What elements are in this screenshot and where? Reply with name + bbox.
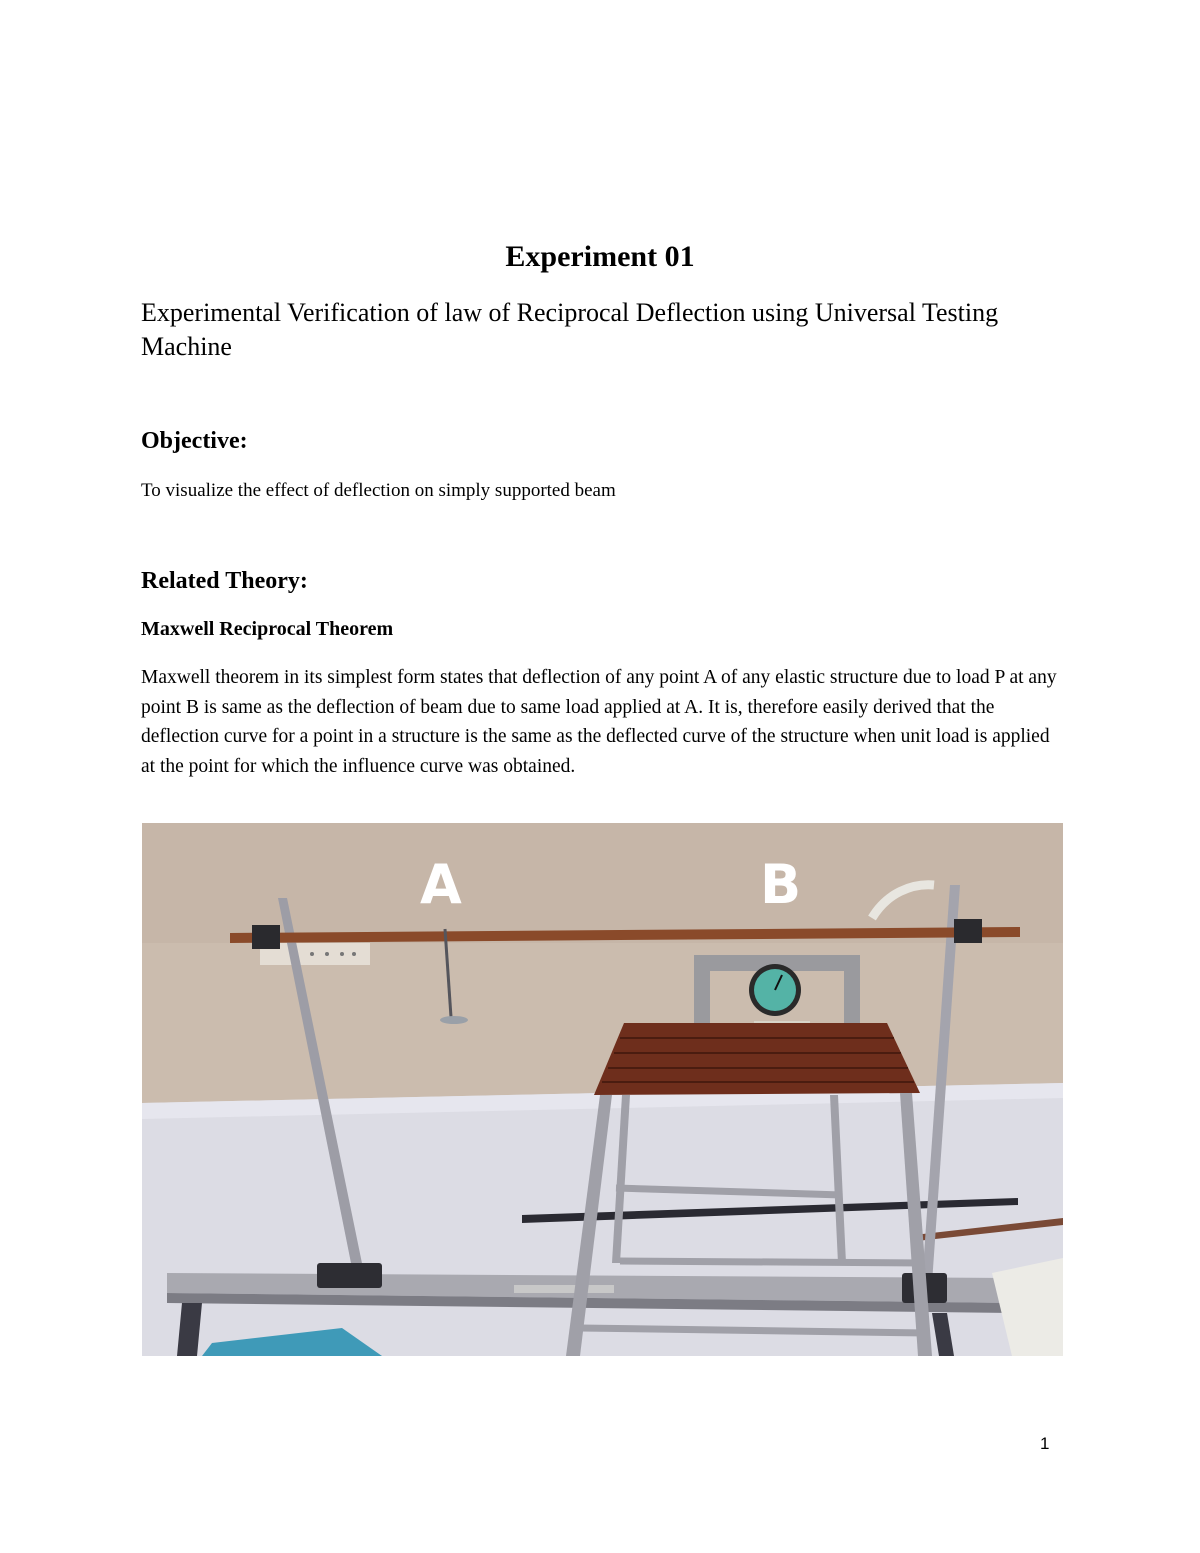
label-b: B xyxy=(760,853,802,916)
objective-heading: Objective: xyxy=(141,428,248,454)
related-theory-heading: Related Theory: xyxy=(141,568,308,594)
experiment-title: Experiment 01 xyxy=(505,240,695,273)
page-number: 1 xyxy=(1040,1434,1050,1453)
apparatus-photo xyxy=(142,823,1063,1356)
objective-text: To visualize the effect of deflection on simply supported beam xyxy=(141,480,616,501)
label-a: A xyxy=(420,853,462,916)
theorem-paragraph: Maxwell theorem in its simplest form states that deflection of any point A of any elastic structure due to load P at any point B is same as the deflection of beam due to same load applied at A. It is, therefore easily derived that the deflection curve for a point in a structure is the same as the deflected curve of the structure when unit load is applied at the point for which the influence curve was obtained. xyxy=(141,667,1057,777)
experiment-subtitle: Experimental Verification of law of Reciprocal Deflection using Universal Testing Machine xyxy=(141,298,999,361)
stool-top xyxy=(594,1023,920,1095)
maxwell-theorem-heading: Maxwell Reciprocal Theorem xyxy=(141,618,394,640)
